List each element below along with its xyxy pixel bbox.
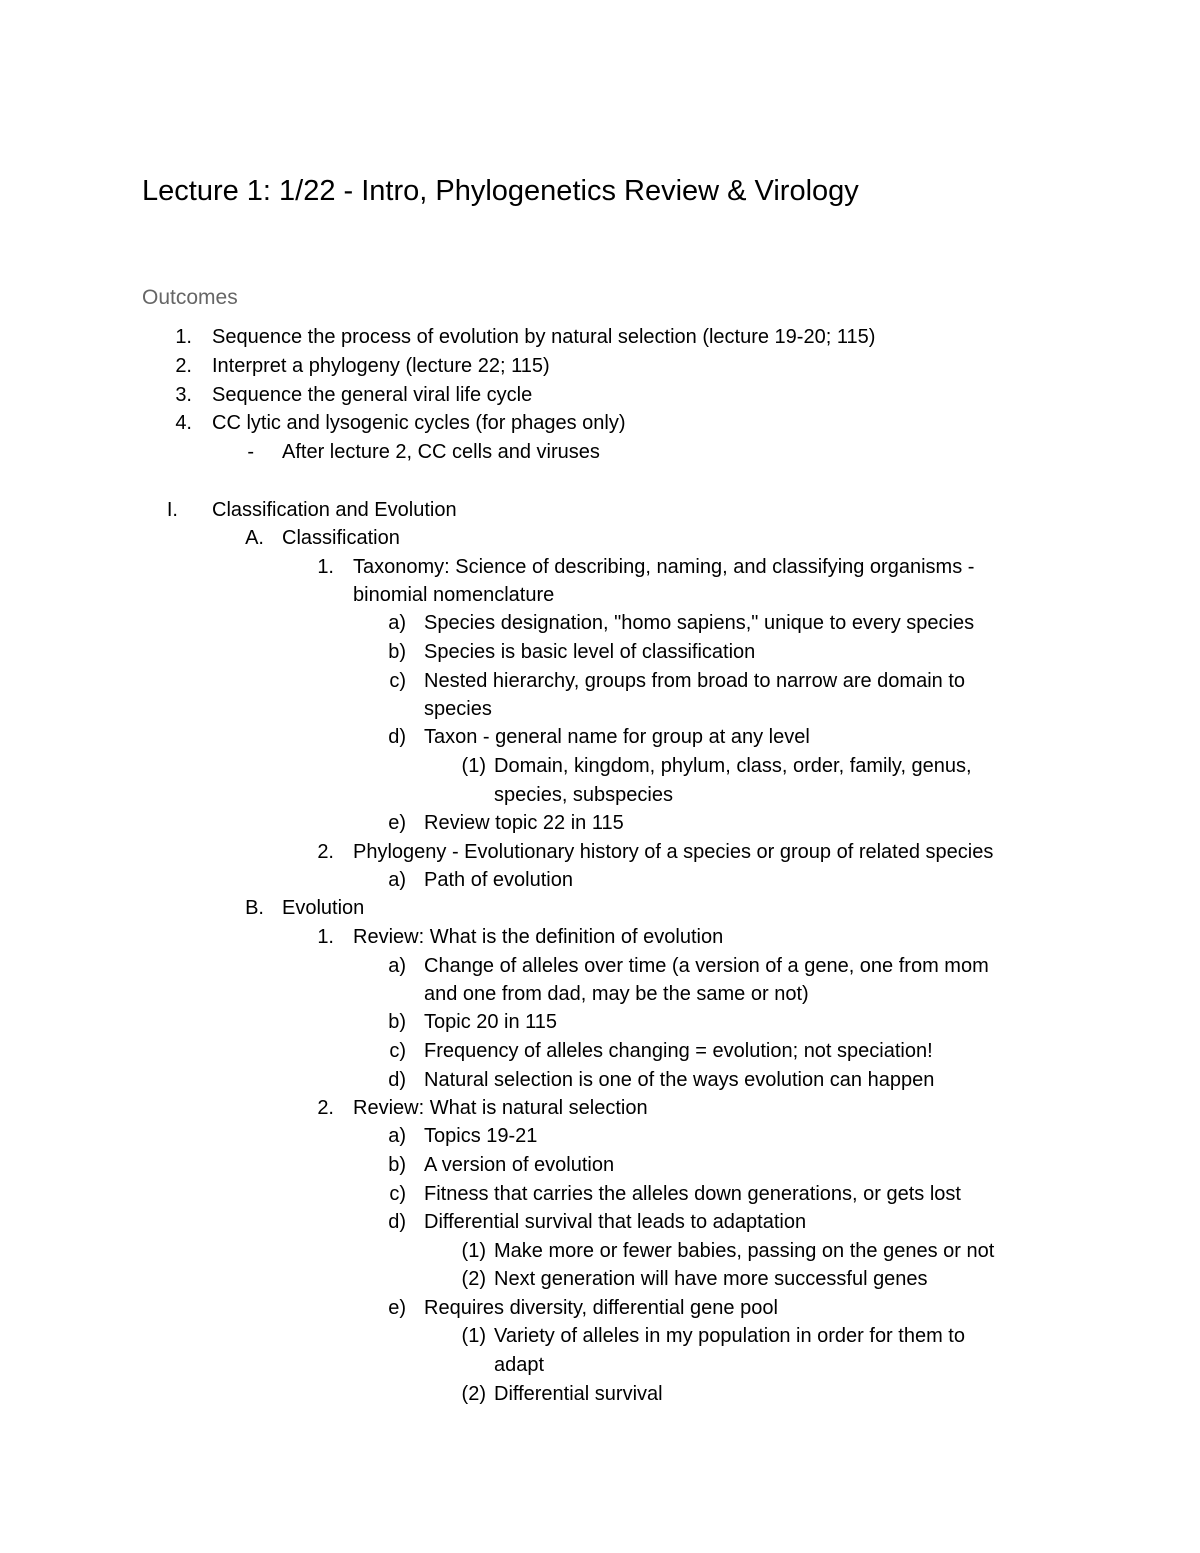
outline-line [0,1237,1200,1265]
list-marker: a) [388,1125,406,1147]
outline-line [0,381,1200,409]
outline-line [0,581,1200,609]
outline-line [0,1180,1200,1208]
list-item-text: Nested hierarchy, groups from broad to narrow are domain to [424,670,966,692]
outline-line [0,1151,1200,1179]
outline-line [0,952,1200,980]
list-marker: a) [388,869,406,891]
outline-line [0,1265,1200,1293]
list-item-text: Taxon - general name for group at any level [424,726,810,748]
outline-line [0,695,1200,723]
list-item-text: Frequency of alleles changing = evolution; not speciation! [424,1040,933,1062]
list-item-text: Phylogeny - Evolutionary history of a species or group of related species [353,841,994,863]
list-item-text: Sequence the process of evolution by natural selection (lecture 19-20; 115) [212,326,876,348]
outline-line [0,1294,1200,1322]
outline-line [0,866,1200,894]
list-marker: (2) [461,1268,486,1290]
list-item-text: Review topic 22 in 115 [424,812,624,834]
list-marker: (2) [461,1383,486,1405]
list-marker: 3. [175,384,192,406]
outline-line [0,553,1200,581]
list-item-text: Review: What is the definition of evolution [353,926,724,948]
list-marker: 1. [317,556,334,578]
list-item-text: Classification and Evolution [212,499,457,521]
list-marker: 2. [175,355,192,377]
outline-line [0,752,1200,780]
outline-line [0,667,1200,695]
outline-line [0,352,1200,380]
list-item-text: Review: What is natural selection [353,1097,648,1119]
outline-line [0,1066,1200,1094]
list-marker: b) [388,641,406,663]
outline-line [0,496,1200,524]
list-marker: c) [389,1040,406,1062]
list-marker: e) [388,1297,406,1319]
list-item-text: After lecture 2, CC cells and viruses [282,441,600,463]
list-marker: A. [245,527,264,549]
outline-line [0,409,1200,437]
list-item-text: Species is basic level of classification [424,641,756,663]
list-marker: d) [388,1069,406,1091]
list-item-text: CC lytic and lysogenic cycles (for phages only) [212,412,626,434]
outline-line [0,438,1200,466]
list-item-text: Evolution [282,897,365,919]
list-item-text: Taxonomy: Science of describing, naming, and classifying organisms - [353,556,975,578]
list-item-text: Topics 19-21 [424,1125,538,1147]
list-item-text: adapt [494,1354,545,1376]
list-marker: 4. [175,412,192,434]
outline-line [0,1322,1200,1350]
outline-line [0,323,1200,351]
list-item-text: Classification [282,527,400,549]
outline-line [0,1037,1200,1065]
list-item-text: species, subspecies [494,784,673,806]
list-item-text: Interpret a phylogeny (lecture 22; 115) [212,355,550,377]
list-item-text: Requires diversity, differential gene pool [424,1297,778,1319]
list-marker: a) [388,612,406,634]
list-marker: b) [388,1011,406,1033]
list-marker: c) [389,1183,406,1205]
outline-line [0,524,1200,552]
outline-line [0,980,1200,1008]
list-item-text: Path of evolution [424,869,573,891]
outline-line [0,609,1200,637]
outline-line [0,781,1200,809]
list-item-text: Natural selection is one of the ways evolution can happen [424,1069,935,1091]
list-marker: 1. [317,926,334,948]
list-item-text: Fitness that carries the alleles down generations, or gets lost [424,1183,961,1205]
list-item-text: species [424,698,492,720]
list-item-text: Species designation, "homo sapiens," unique to every species [424,612,975,634]
outline-line [0,1094,1200,1122]
list-marker: 1. [175,326,192,348]
list-item-text: Topic 20 in 115 [424,1011,558,1033]
list-marker: (1) [461,1325,486,1347]
list-item-text: binomial nomenclature [353,584,555,606]
outline-line [0,1380,1200,1408]
list-marker: 2. [317,841,334,863]
list-marker: c) [389,670,406,692]
list-item-text: and one from dad, may be the same or not) [424,983,809,1005]
list-marker: b) [388,1154,406,1176]
outline-line [0,809,1200,837]
list-item-text: Variety of alleles in my population in order for them to [494,1325,965,1347]
list-marker: (1) [461,1240,486,1262]
list-marker: d) [388,1211,406,1233]
list-item-text: Change of alleles over time (a version of a gene, one from mom [424,955,989,977]
list-marker: a) [388,955,406,977]
outline-line [0,1208,1200,1236]
list-marker: B. [245,897,264,919]
outline-line [0,1122,1200,1150]
list-marker: d) [388,726,406,748]
outline-line [0,1008,1200,1036]
page-title: Lecture 1: 1/22 - Intro, Phylogenetics Review & Virology [142,175,859,207]
list-item-text: Next generation will have more successful genes [494,1268,928,1290]
list-marker: 2. [317,1097,334,1119]
outcomes-heading: Outcomes [142,286,238,309]
list-marker: I. [166,499,178,521]
outline-line [0,894,1200,922]
list-item-text: A version of evolution [424,1154,615,1176]
outline-line [0,638,1200,666]
outline-line [0,923,1200,951]
list-item-text: Differential survival that leads to adaptation [424,1211,807,1233]
list-item-text: Differential survival [494,1383,663,1405]
list-marker: e) [388,812,406,834]
outline-line [0,838,1200,866]
list-item-text: Domain, kingdom, phylum, class, order, family, genus, [494,755,972,777]
outline-line [0,723,1200,751]
list-marker: (1) [461,755,486,777]
list-item-text: Sequence the general viral life cycle [212,384,533,406]
list-marker: - [247,441,254,463]
outline-line [0,1351,1200,1379]
list-item-text: Make more or fewer babies, passing on the genes or not [494,1240,995,1262]
